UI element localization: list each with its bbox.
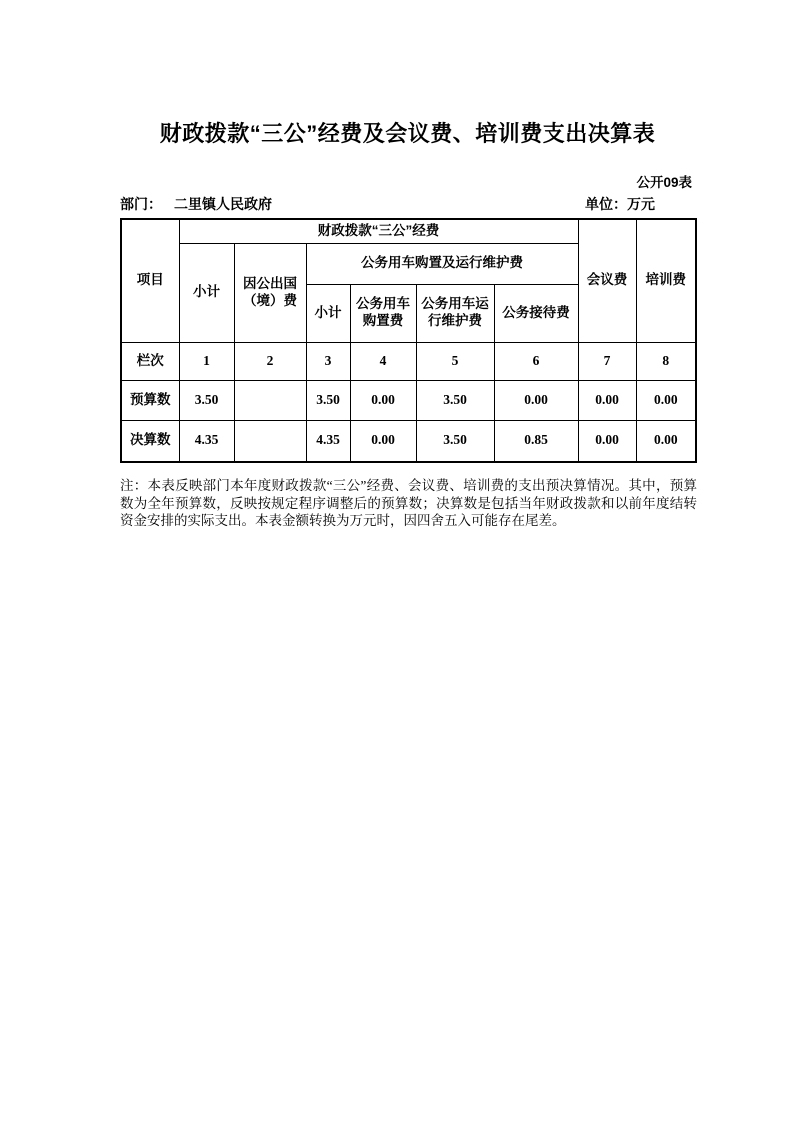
cell: 0.85 xyxy=(494,420,578,462)
department-field xyxy=(120,194,272,214)
row-label: 决算数 xyxy=(121,420,179,462)
col-header-vehicle-group: 公务用车购置及运行维护费 xyxy=(306,243,578,284)
col-header-reception: 公务接待费 xyxy=(494,284,578,342)
cell: 0.00 xyxy=(636,380,696,420)
footnote: 注：本表反映部门本年度财政拨款“三公”经费、会议费、培训费的支出预决算情况。其中，预算数为全年预算数，反映按规定程序调整后的预算数；决算数是包括当年财政拨款和以前年度结转资金安排的实际支出。本表金额转换为万元时，因四舍五入可能存在尾差。 xyxy=(120,478,697,528)
cell: 0.00 xyxy=(494,380,578,420)
meta-row xyxy=(120,194,695,214)
final-accounts-row xyxy=(121,420,696,462)
cell: 4 xyxy=(350,342,416,380)
col-header-meeting: 会议费 xyxy=(578,219,636,342)
form-code: 公开09表 xyxy=(636,175,692,190)
cell xyxy=(234,420,306,462)
cell: 1 xyxy=(179,342,234,380)
col-header-abroad: 因公出国（境）费 xyxy=(234,243,306,342)
row-label: 预算数 xyxy=(121,380,179,420)
expenditure-table xyxy=(120,218,697,463)
col-header-subtotal: 小计 xyxy=(179,243,234,342)
unit-label: 单位：万元 xyxy=(585,196,655,212)
cell: 0.00 xyxy=(578,420,636,462)
cell: 0.00 xyxy=(636,420,696,462)
cell: 3.50 xyxy=(179,380,234,420)
cell: 7 xyxy=(578,342,636,380)
cell: 3 xyxy=(306,342,350,380)
col-header-training: 培训费 xyxy=(636,219,696,342)
col-header-sangong-group: 财政拨款“三公”经费 xyxy=(179,219,578,243)
col-header-vehicle-subtotal: 小计 xyxy=(306,284,350,342)
col-header-vehicle-maintenance: 公务用车运行维护费 xyxy=(416,284,494,342)
cell: 3.50 xyxy=(306,380,350,420)
cell: 3.50 xyxy=(416,380,494,420)
col-header-item: 项目 xyxy=(121,219,179,342)
row-label: 栏次 xyxy=(121,342,179,380)
cell: 2 xyxy=(234,342,306,380)
column-index-row xyxy=(121,342,696,380)
cell: 5 xyxy=(416,342,494,380)
cell: 0.00 xyxy=(350,380,416,420)
budget-row xyxy=(121,380,696,420)
cell: 0.00 xyxy=(350,420,416,462)
page-title: 财政拨款“三公”经费及会议费、培训费支出决算表 xyxy=(159,121,656,146)
department-value: 二里镇人民政府 xyxy=(174,196,272,212)
cell: 4.35 xyxy=(306,420,350,462)
header-row-1 xyxy=(121,219,696,243)
col-header-vehicle-purchase: 公务用车购置费 xyxy=(350,284,416,342)
cell: 8 xyxy=(636,342,696,380)
cell: 3.50 xyxy=(416,420,494,462)
cell: 6 xyxy=(494,342,578,380)
cell: 4.35 xyxy=(179,420,234,462)
department-label: 部门： xyxy=(120,196,162,212)
cell xyxy=(234,380,306,420)
cell: 0.00 xyxy=(578,380,636,420)
